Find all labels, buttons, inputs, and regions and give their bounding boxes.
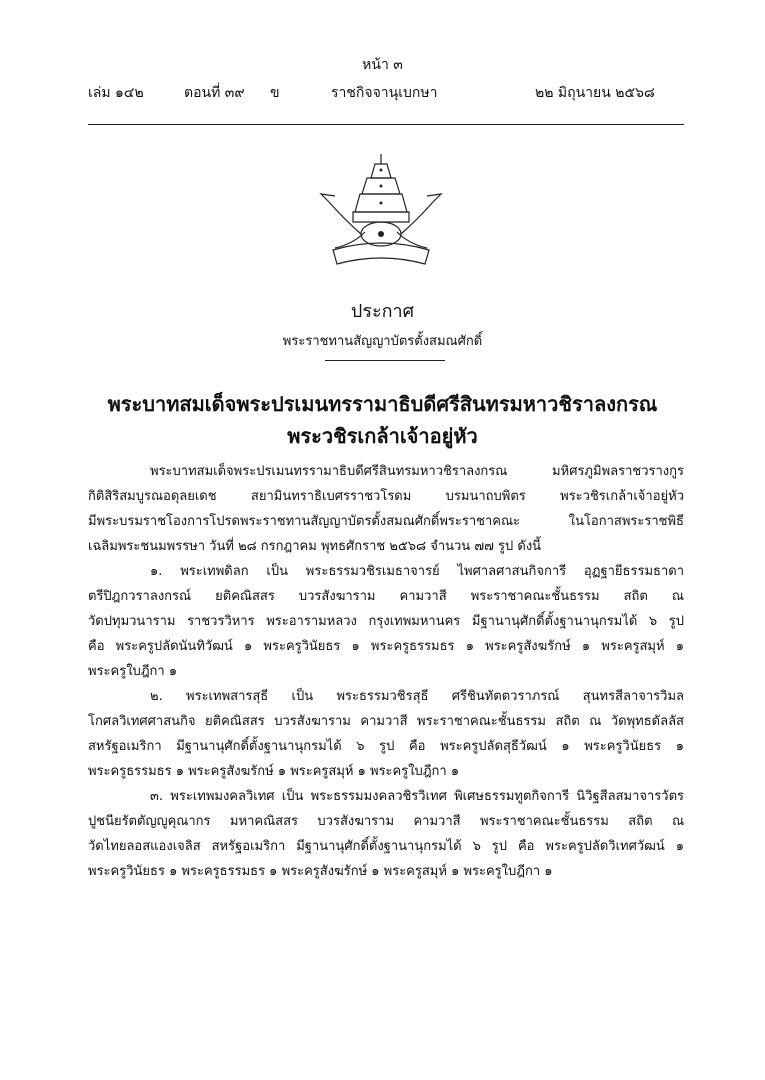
gazette-name: ราชกิจจานุเบกษา: [331, 85, 438, 101]
publication-date: ๒๒ มิถุนายน ๒๕๖๘: [535, 85, 655, 101]
body-line: เฉลิมพระชนมพรรษา วันที่ ๒๘ กรกฎาคม พุทธศักราช ๒๕๖๘ จำนวน ๗๗ รูป ดังนี้: [88, 539, 542, 554]
section-letter: ข: [270, 85, 280, 101]
king-name-line2: พระวชิรเกล้าเจ้าอยู่หัว: [287, 424, 478, 448]
title-divider: [325, 360, 445, 361]
issue-number: ตอนที่ ๓๙: [184, 85, 245, 101]
header-divider: [88, 124, 684, 125]
body-line: สหรัฐอเมริกา มีฐานานุศักดิ์ตั้งฐานานุกรมได้ ๖ รูป คือ พระครูปลัดสุธีวัฒน์ ๑ พระครูวินัยธร ๑: [88, 739, 684, 754]
king-name-line1: พระบาทสมเด็จพระปรเมนทรรามาธิบดีศรีสินทรมหาวชิราลงกรณ: [107, 392, 658, 416]
body-line: ๑. พระเทพดิลก เป็น พระธรรมวชิรเมธาจารย์ ไพศาลศาสนกิจการี อุฏฐายีธรรมธาดา: [150, 564, 684, 579]
body-line: พระครูธรรมธร ๑ พระครูสังฆรักษ์ ๑ พระครูสมุห์ ๑ พระครูใบฎีกา ๑: [88, 764, 460, 779]
body-line: ๓. พระเทพมงคลวิเทศ เป็น พระธรรมมงคลวชิรวิเทศ พิเศษธรรมทูตกิจการี นิวิฐสีลสมาจารวัตร: [150, 789, 684, 804]
announcement-subject: พระราชทานสัญญาบัตรตั้งสมณศักดิ์: [282, 334, 483, 349]
body-line: พระบาทสมเด็จพระปรเมนทรรามาธิบดีศรีสินทรมหาวชิราลงกรณ มหิศรภูมิพลราชวรางกูร: [150, 464, 684, 479]
body-line: คือ พระครูปลัดนันทิวัฒน์ ๑ พระครูวินัยธร ๑ พระครูธรรมธร ๑ พระครูสังฆรักษ์ ๑ พระครูสมุห์ ๑: [88, 639, 684, 654]
body-line: ตรีปิฎกวราลงกรณ์ ยติคณิสสร บวรสังฆาราม คามวาสี พระราชาคณะชั้นธรรม สถิต ณ: [88, 589, 684, 604]
body-line: พระครูวินัยธร ๑ พระครูธรรมธร ๑ พระครูสังฆรักษ์ ๑ พระครูสมุห์ ๑ พระครูใบฎีกา ๑: [88, 864, 553, 879]
body-line: กิติสิริสมบูรณอดุลยเดช สยามินทราธิเบศรราชวโรดม บรมนาถบพิตร พระวชิรเกล้าเจ้าอยู่หัว: [88, 489, 684, 504]
volume-number: เล่ม ๑๔๒: [88, 85, 144, 101]
body-line: วัดปทุมวนาราม ราชวรวิหาร พระอารามหลวง กรุงเทพมหานคร มีฐานานุศักดิ์ตั้งฐานานุกรมได้ ๖ รูป: [88, 614, 684, 629]
body-line: มีพระบรมราชโองการโปรดพระราชทานสัญญาบัตรตั้งสมณศักดิ์พระราชาคณะ ในโอกาสพระราชพิธี: [88, 514, 684, 529]
body-line: วัดไทยลอสแองเจลิส สหรัฐอเมริกา มีฐานานุศักดิ์ตั้งฐานานุกรมได้ ๖ รูป คือ พระครูปลัดวิเทศวัฒน์ ๑: [88, 839, 684, 854]
announcement-heading: ประกาศ: [350, 301, 415, 322]
body-line: พระครูใบฎีกา ๑: [88, 664, 178, 679]
body-line: ปูชนียรัตตัญญูคุณากร มหาคณิสสร บวรสังฆาราม คามวาสี พระราชาคณะชั้นธรรม สถิต ณ: [88, 814, 684, 829]
body-line: โกศลวิเทศศาสนกิจ ยติคณิสสร บวรสังฆาราม คามวาสี พระราชาคณะชั้นธรรม สถิต ณ วัดพุทธดัลลัส: [88, 714, 684, 729]
body-line: ๒. พระเทพสารสุธี เป็น พระธรรมวชิรสุธี ศรีชินทัตตวราภรณ์ สุนทรสีลาจารวิมล: [150, 689, 684, 704]
royal-emblem-icon: [305, 150, 457, 280]
page-number: หน้า ๓: [362, 57, 403, 73]
